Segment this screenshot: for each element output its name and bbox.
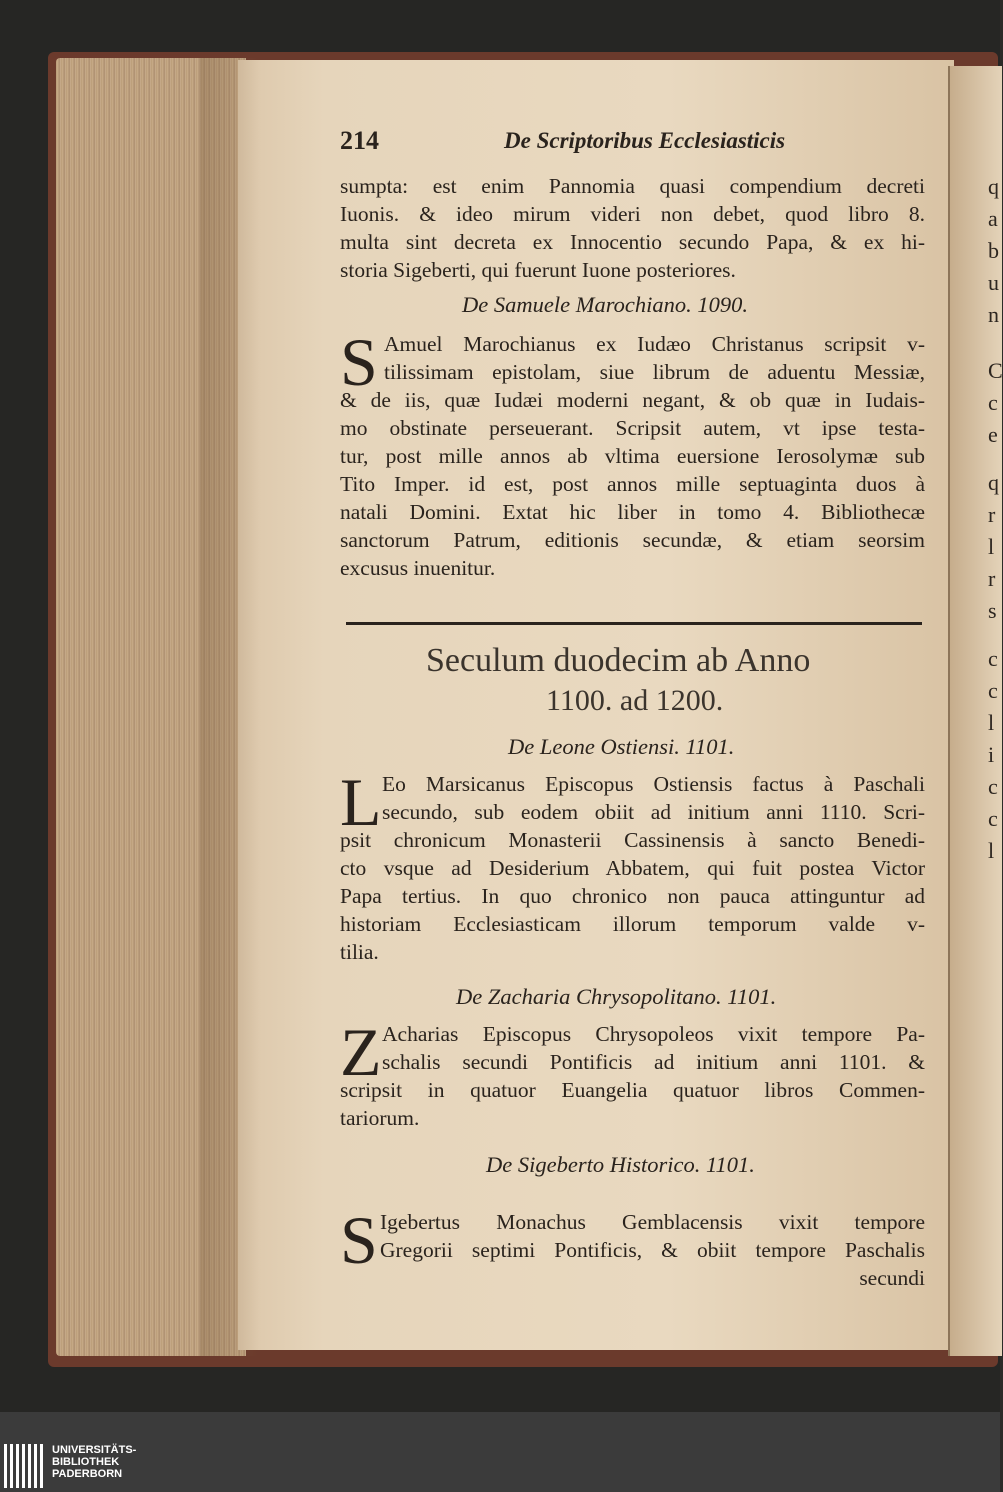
text-line: Amuel Marochianus ex Iudæo Christanus scripsit v-: [384, 332, 925, 356]
page-header: [340, 126, 930, 166]
right-page-edge: [948, 66, 1002, 1356]
right-page-letter: u: [988, 270, 999, 295]
text-line: tariorum.: [340, 1106, 420, 1130]
century-heading: Seculum duodecim ab Anno: [426, 642, 811, 679]
right-page-letter: l: [988, 838, 995, 863]
zacharias-paragraph: [340, 1014, 925, 1132]
right-page-letter: n: [988, 302, 999, 327]
text-line: Eo Marsicanus Episcopus Ostiensis factus à Paschali: [382, 772, 925, 796]
text-line: sanctorum Patrum, editionis secundæ, & etiam seorsim: [340, 528, 925, 552]
drop-capital: S: [340, 1202, 378, 1278]
logo-line: PADERBORN: [52, 1468, 123, 1480]
right-page-letter: r: [988, 566, 996, 591]
catchword-line: [340, 1264, 925, 1292]
text-line: & de iis, quæ Iudæi moderni negant, & ob quæ in Iudais-: [340, 388, 925, 412]
text-line: excusus inuenitur.: [340, 556, 496, 580]
leo-paragraph: [340, 764, 925, 966]
text-line: scripsit in quatuor Euangelia quatuor libros Commen-: [340, 1078, 925, 1102]
text-line: Tito Imper. id est, post annos mille septuaginta duos à: [340, 472, 925, 496]
right-page-letter: c: [988, 806, 998, 831]
text-line: Acharias Episcopus Chrysopoleos vixit tempore Pa-: [382, 1022, 925, 1046]
text-line: multa sint decreta ex Innocentio secundo Papa, & ex hi-: [340, 230, 925, 254]
right-page-letter: r: [988, 502, 996, 527]
text-line: tilissimam epistolam, siue librum de aduentu Messiæ,: [384, 360, 925, 384]
text-line: Papa tertius. In quo chronico non pauca attinguntur ad: [340, 884, 925, 908]
right-page-letter: b: [988, 238, 999, 263]
right-page-letter: q: [988, 470, 999, 495]
samuel-paragraph: [340, 324, 925, 582]
section-divider: [346, 622, 922, 625]
section-heading-zacharias: De Zacharia Chrysopolitano. 1101.: [456, 984, 777, 1009]
right-page-letter: c: [988, 678, 998, 703]
text-line: sumpta: est enim Pannomia quasi compendium decreti: [340, 174, 925, 198]
drop-capital: L: [340, 764, 382, 840]
intro-paragraph: [340, 172, 925, 284]
century-years: 1100. ad 1200.: [546, 684, 724, 717]
logo-line: UNIVERSITÄTS-: [52, 1444, 137, 1456]
right-page-letter: s: [988, 598, 997, 623]
text-line: secundo, sub eodem obiit ad initium anni 1110. Scri-: [382, 800, 925, 824]
text-line: natali Domini. Extat hic liber in tomo 4. Bibliothecæ: [340, 500, 925, 524]
logo-line: BIBLIOTHEK: [52, 1456, 120, 1468]
sigebert-paragraph: [340, 1208, 925, 1264]
right-page-letter: l: [988, 534, 995, 559]
library-footer: [0, 1412, 1000, 1492]
right-page-letter: l: [988, 710, 995, 735]
right-page-letter: a: [988, 206, 998, 231]
text-line: Iuonis. & ideo mirum videri non debet, quod libro 8.: [340, 202, 925, 226]
text-line: storia Sigeberti, qui fuerunt Iuone posteriores.: [340, 258, 736, 282]
library-logo-icon: [4, 1444, 44, 1488]
text-line: historiam Ecclesiasticam illorum temporum valde v-: [340, 912, 925, 936]
page-number: 214: [340, 126, 379, 155]
drop-capital: Z: [340, 1014, 382, 1090]
right-page-letter: c: [988, 646, 998, 671]
right-page-letter: C: [988, 358, 1003, 383]
drop-capital: S: [340, 324, 378, 400]
text-line: mo obstinate perseuerant. Scripsit autem, vt ipse testa-: [340, 416, 925, 440]
text-line: tur, post mille annos ab vltima euersione Ierosolymæ sub: [340, 444, 925, 468]
right-page-letter: e: [988, 422, 998, 447]
library-logo-text: [52, 1444, 136, 1480]
section-heading-leo: De Leone Ostiensi. 1101.: [508, 734, 735, 759]
catchword: secundi: [859, 1266, 925, 1290]
text-line: Gregorii septimi Pontificis, & obiit tempore Paschalis: [380, 1238, 925, 1262]
right-page-letter: c: [988, 390, 998, 415]
right-page-letter: c: [988, 774, 998, 799]
text-line: schalis secundi Pontificis ad initium anni 1101. &: [382, 1050, 925, 1074]
text-line: Igebertus Monachus Gemblacensis vixit tempore: [380, 1210, 925, 1234]
section-heading-sigebert: De Sigeberto Historico. 1101.: [486, 1152, 755, 1177]
running-title: De Scriptoribus Ecclesiasticis: [504, 128, 786, 153]
gutter-shadow: [200, 58, 260, 1356]
right-page-letter: i: [988, 742, 995, 767]
text-line: psit chronicum Monasterii Cassinensis à sancto Benedi-: [340, 828, 925, 852]
right-page-letter: q: [988, 174, 999, 199]
section-heading-samuel: De Samuele Marochiano. 1090.: [462, 292, 748, 317]
text-line: tilia.: [340, 940, 379, 964]
text-line: cto vsque ad Desiderium Abbatem, qui fuit postea Victor: [340, 856, 925, 880]
